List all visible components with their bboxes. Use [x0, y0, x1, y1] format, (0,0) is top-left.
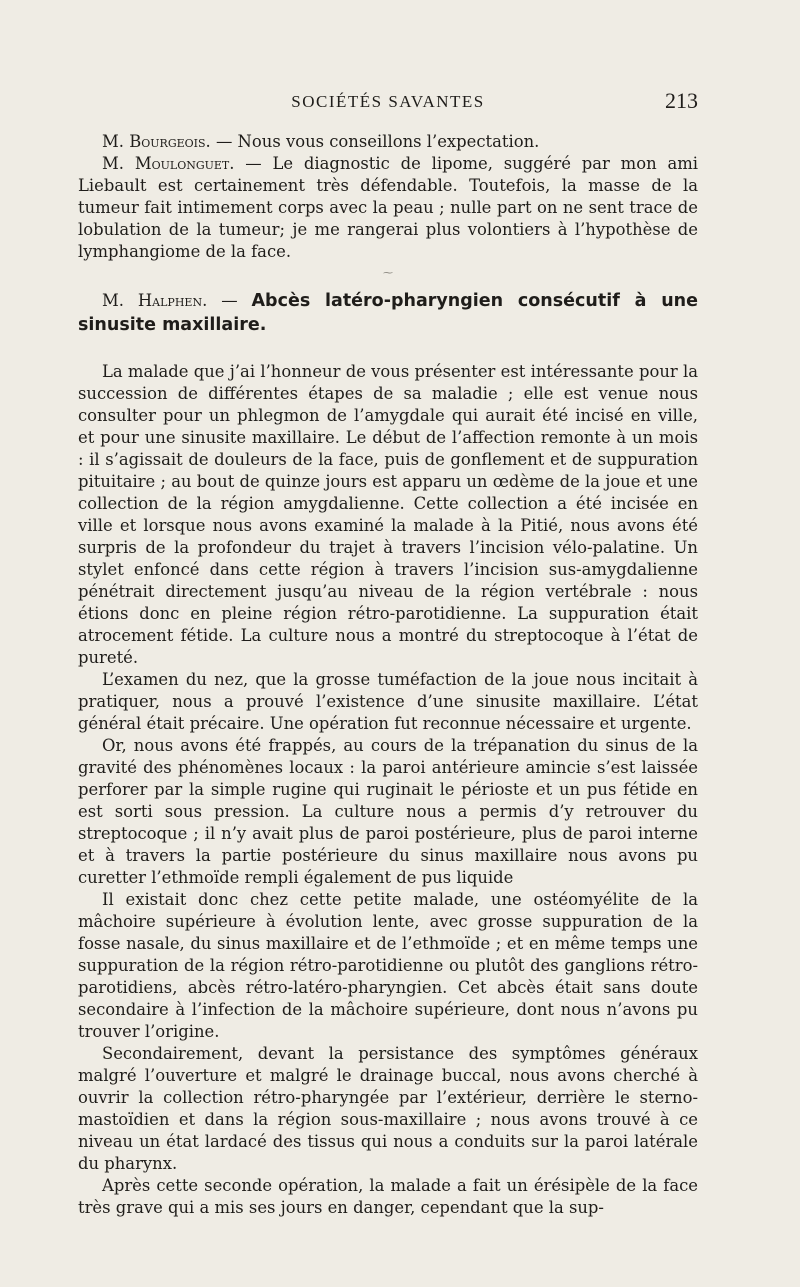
paragraph-text: — Le diagnostic de lipome, suggéré par mon ami Liebault est certainement très défendable. Toutefois, la masse de la tumeur fait intimement corps avec la peau ; nulle part on ne sent trace de lobulation de la tumeur; je me rangerai plus volontiers à l’hypothèse de lymphangiome de la face.	[78, 154, 699, 261]
section-author: M. Halphen. —	[102, 291, 252, 310]
page-number: 213	[665, 88, 698, 113]
paragraph-moulonguet	[78, 153, 698, 263]
section-heading	[78, 289, 698, 337]
running-title: SOCIÉTÉS SAVANTES	[291, 92, 485, 111]
paragraph: Après cette seconde opération, la malade a fait un érésipèle de la face très grave qui a mis ses jours en danger, cependant que la sup-	[78, 1176, 698, 1217]
article-body	[78, 131, 698, 1219]
paragraph: L’examen du nez, que la grosse tuméfaction de la joue nous incitait à pratiquer, nous a prouvé l’existence d’une sinusite maxillaire. L’état général était précaire. Une opération fut reconnue nécessaire et urgente.	[78, 670, 698, 733]
separator-ornament: ⁓	[383, 268, 393, 279]
speaker-name: M. Moulonguet.	[102, 154, 235, 173]
paragraph: Or, nous avons été frappés, au cours de la trépanation du sinus de la gravité des phénomènes locaux : la paroi antérieure amincie s’est laissée perforer par la simple rugine qui ruginait le périoste et un pus fétide en est sorti sous pression. La culture nous a permis d’y retrouver du streptocoque ; il n’y avait plus de paroi postérieure, plus de paroi interne et à travers la partie postérieure du sinus maxillaire nous avons pu curetter l’ethmoïde rempli également de pus liquide	[78, 736, 698, 887]
paragraph-bourgeois	[78, 131, 698, 153]
paragraph-text: — Nous vous conseillons l’expectation.	[210, 132, 540, 151]
running-head	[78, 88, 698, 118]
paragraph: La malade que j’ai l’honneur de vous présenter est intéressante pour la succession de différentes étapes de sa maladie ; elle est venue nous consulter pour un phlegmon de l’amygdale qui aurait été incisé en ville, et pour une sinusite maxillaire. Le début de l’affection remonte à un mois : il s’agissait de douleurs de la face, puis de gonflement et de suppuration pituitaire ; au bout de quinze jours est apparu un œdème de la joue et une collection de la région amygdalienne. Cette collection a été incisée en ville et lorsque nous avons examiné la malade à la Pitié, nous avons été surpris de la profondeur du trajet à travers l’incision vélo-palatine. Un stylet enfoncé dans cette région à travers l’incision sus-amygdalienne pénétrait directement jusqu’au niveau de la région vertébrale : nous étions donc en pleine région rétro-parotidienne. La suppuration était atrocement fétide. La culture nous a montré du streptocoque à l’état de pureté.	[78, 362, 698, 667]
speaker-name: M. Bourgeois.	[102, 132, 211, 151]
section-title: Abcès latéro-pharyngien consécutif à une sinusite maxillaire.	[78, 291, 699, 335]
paragraph: Il existait donc chez cette petite malade, une ostéomyélite de la mâchoire supérieure à évolution lente, avec grosse suppuration de la fosse nasale, du sinus maxillaire et de l’ethmoïde ; et en même temps une suppuration de la région rétro-parotidienne ou plutôt des ganglions rétro-parotidiens, abcès rétro-latéro-pharyngien. Cet abcès était sans doute secondaire à l’infection de la mâchoire supérieure, dont nous n’avons pu trouver l’origine.	[78, 890, 698, 1041]
paragraph: Secondairement, devant la persistance des symptômes généraux malgré l’ouverture et malgré le drainage buccal, nous avons cherché à ouvrir la collection rétro-pharyngée par l’extérieur, derrière le sterno-mastoïdien et dans la région sous-maxillaire ; nous avons trouvé à ce niveau un état lardacé des tissus qui nous a conduits sur la paroi latérale du pharynx.	[78, 1044, 698, 1173]
